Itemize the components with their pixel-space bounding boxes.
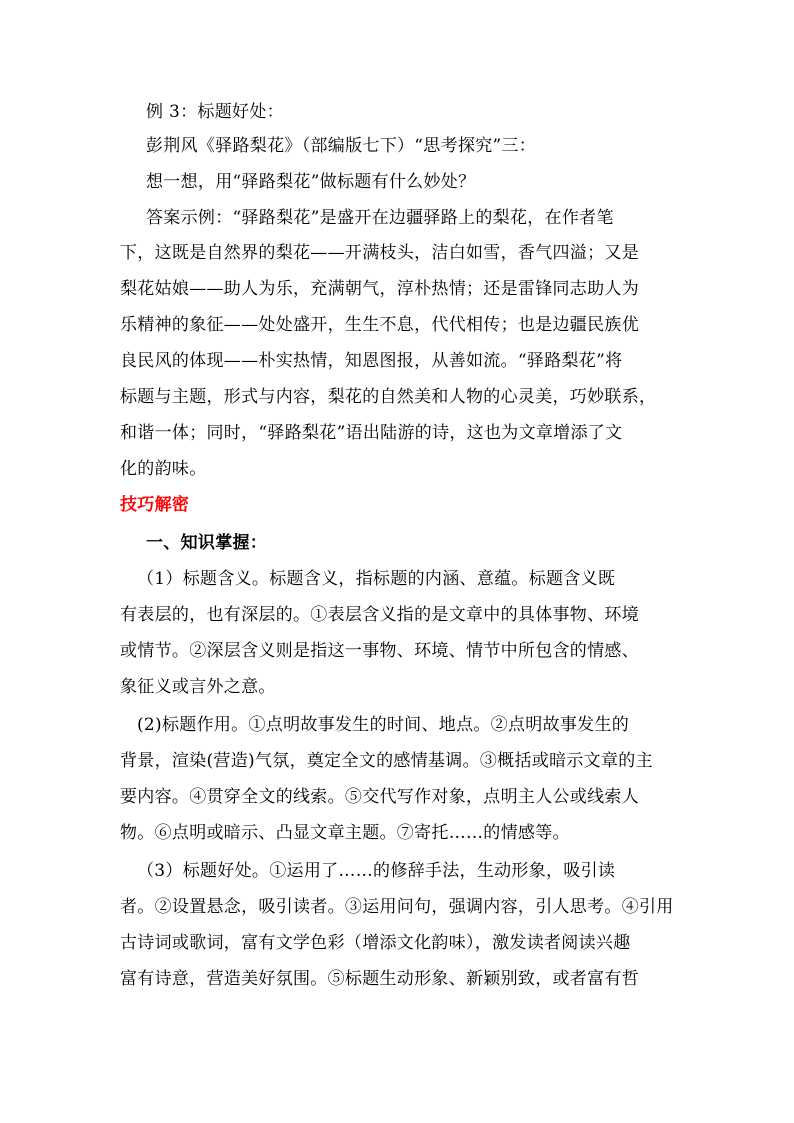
point3-line: 古诗词或歌词，富有文学色彩（增添文化韵味），激发读者阅读兴趣 [120,933,631,953]
point1-line: 有表层的，也有深层的。①表层含义指的是文章中的具体事物、环境 [120,605,639,625]
point3-line: （3）标题好处。①运用了……的修辞手法，生动形象，吸引读 [137,861,616,881]
answer-line: 化的韵味。 [120,459,207,479]
example-label: 例 3：标题好处： [146,102,284,122]
answer-line: 下，这既是自然界的梨花——开满枝头，洁白如雪，香气四溢；又是 [120,243,639,263]
point2-line: 物。⑥点明或暗示、凸显文章主题。⑦寄托……的情感等。 [120,823,570,843]
answer-line: 标题与主题，形式与内容，梨花的自然美和人物的心灵美，巧妙联系， [120,387,657,407]
point2-line: 背景，渲染(营造)气氛，奠定全文的感情基调。③概括或暗示文章的主 [120,751,653,771]
answer-line: 和谐一体；同时，“驿路梨花”语出陆游的诗，这也为文章增添了文 [120,423,623,443]
example-source: 彭荆风《驿路梨花》（部编版七下）“思考探究”三： [146,136,537,156]
point2-line: (2)标题作用。①点明故事发生的时间、地点。②点明故事发生的 [137,715,630,735]
point3-line: 者。②设置悬念，吸引读者。③运用问句，强调内容，引人思考。④引用 [120,897,674,917]
point3-line: 富有诗意，营造美好氛围。⑤标题生动形象、新颖别致，或者富有哲 [120,969,639,989]
answer-line: 乐精神的象征——处处盛开，生生不息，代代相传；也是边疆民族优 [120,315,639,335]
point2-line: 要内容。④贯穿全文的线索。⑤交代写作对象，点明主人公或线索人 [120,787,639,807]
answer-line: 梨花姑娘——助人为乐，充满朝气，淳朴热情；还是雷锋同志助人为 [120,279,639,299]
answer-line: 答案示例：“驿路梨花”是盛开在边疆驿路上的梨花，在作者笔 [146,208,614,228]
point1-line: 象征义或言外之意。 [120,677,276,697]
example-question: 想一想，用“驿路梨花”做标题有什么妙处？ [146,172,476,192]
point1-line: （1）标题含义。标题含义，指标题的内涵、意蕴。标题含义既 [137,569,616,589]
answer-line: 良民风的体现——朴实热情，知恩图报，从善如流。“驿路梨花”将 [120,351,623,371]
section-subheading: 一、知识掌握： [146,533,268,553]
point1-line: 或情节。②深层含义则是指这一事物、环境、情节中所包含的情感、 [120,641,639,661]
section-heading: 技巧解密 [120,495,190,515]
